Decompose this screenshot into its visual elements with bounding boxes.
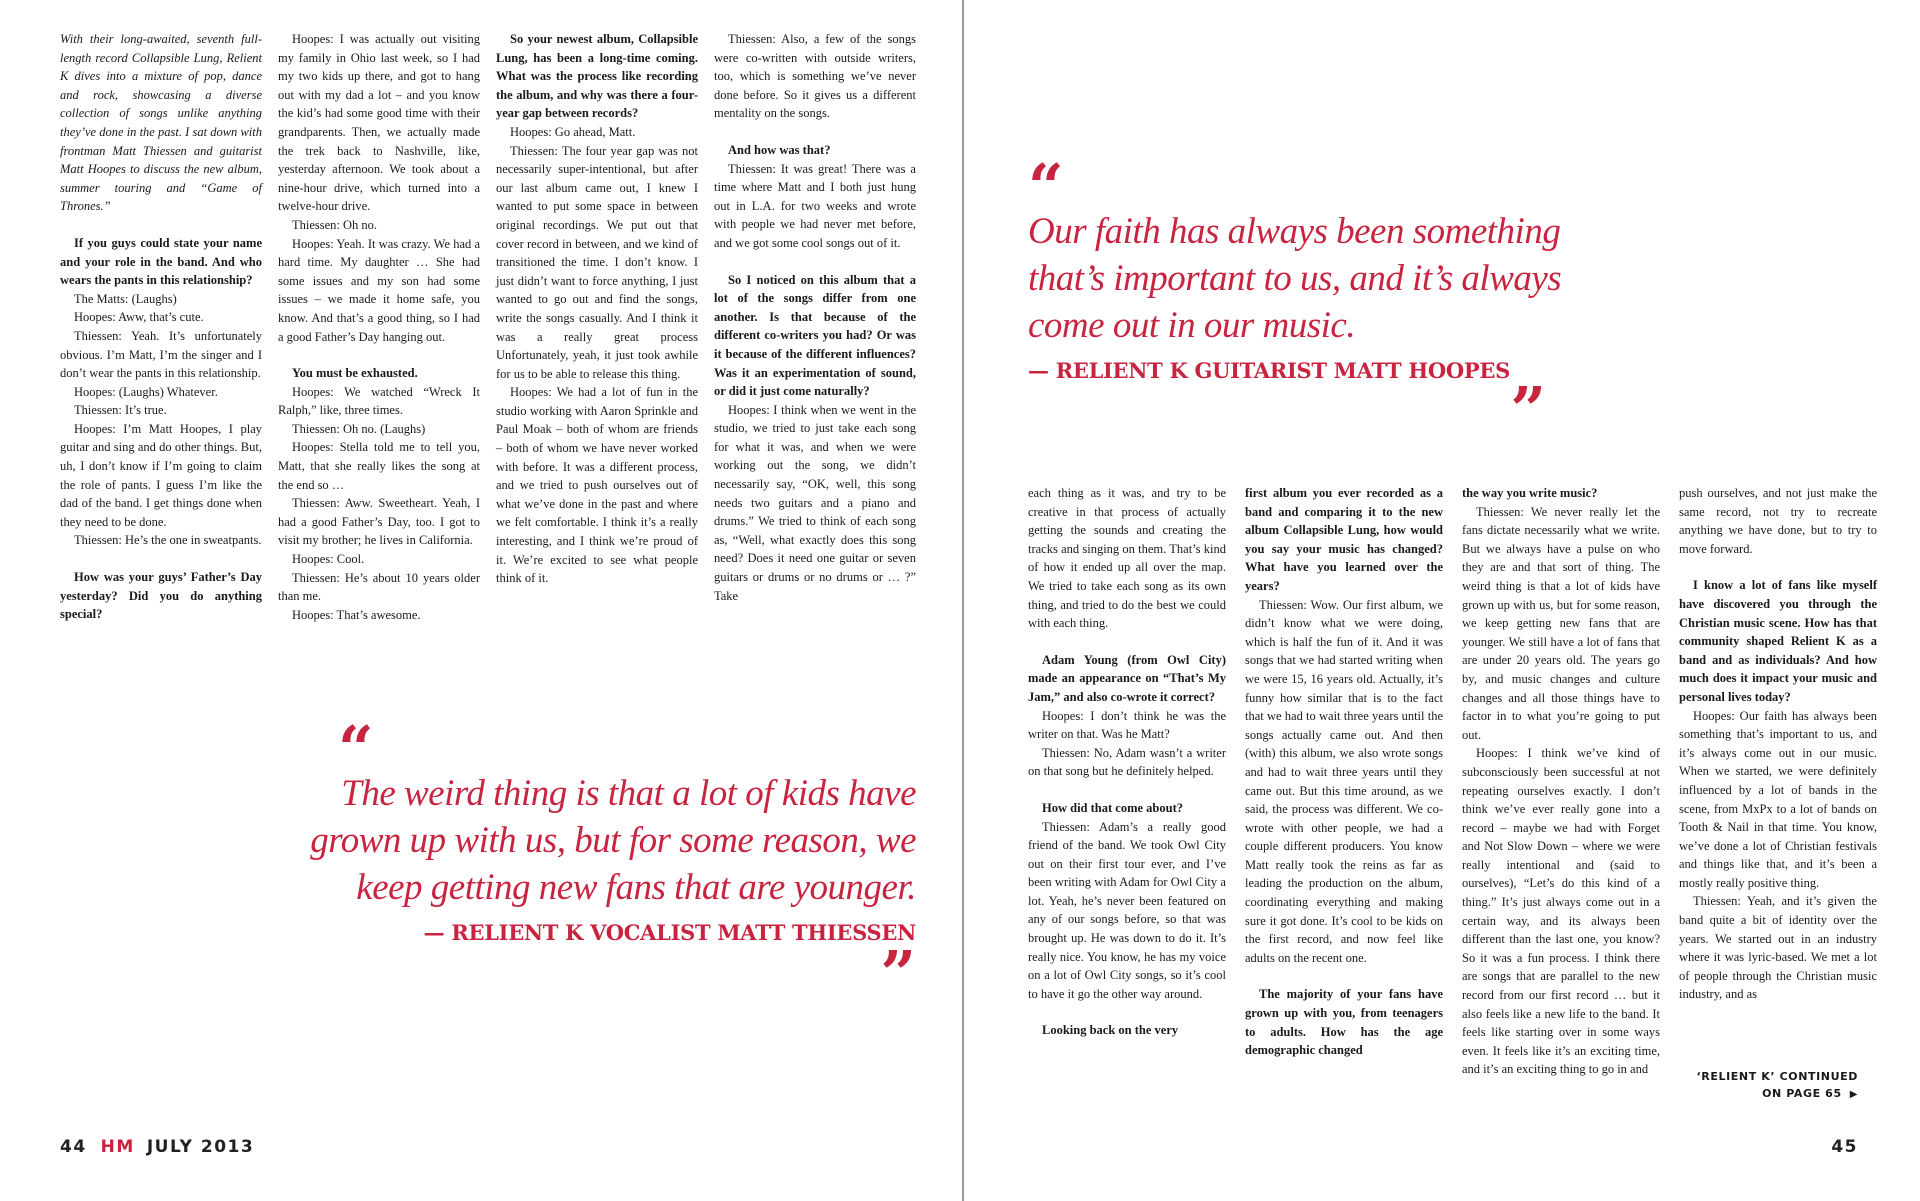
page-footer [60, 1137, 254, 1157]
pull-quote-attribution: — RELIENT K VOCALIST MATT THIESSEN [423, 920, 916, 945]
body-paragraph: Hoopes: I think when we went in the studio, we tried to just take each song for what it was, and when we were working out the song, we didn’t necessarily say, “OK, well, this song needs two guitars and a piano and drums.” We tried to think of each song as, “Well, what exactly does this song need? Does it need one guitar or seven guitars or drums or no drums or … ?” Take [714, 402, 916, 603]
pull-quote [280, 724, 916, 995]
page-number: 45 [1831, 1137, 1858, 1157]
interview-question: How was your guys’ Father’s Day yesterday? Did you do anything special? [60, 570, 262, 622]
body-paragraph: Thiessen: Wow. Our first album, we didn’t know what we were doing, which is half the fun of it. And it was songs that we had started writing when we were 15, 16 years old. Actually, it’s funny how similar that is to the fact that we had to wait three years until the songs actually came out. And then (with) this album, we also wrote songs and had to wait three years until they came out. But this time around, as we said, the process was different. We co-wrote with other people, we had a couple different producers. You know Matt really took the reins as far as leading the production on the album, coordinating everything and making sure it got done. It’s cool to be kids on the first record, and now feel like adults on the recent one. [1245, 597, 1443, 965]
body-paragraph: Hoopes: Aww, that’s cute. [74, 310, 204, 325]
interview-question: first album you ever recorded as a band and comparing it to the new album Collapsible Lung, how would you say your music has changed? What have you learned over the years? [1245, 486, 1443, 593]
open-quote-mark: “ [1028, 162, 1064, 208]
close-quote-mark: ” [880, 949, 916, 995]
article-intro: With their long-awaited, seventh full-length record Collapsible Lung, Relient K dives into a mixture of pop, dance and rock, showcasing a diverse collection of songs unlike anything they’ve done in the past. I sat down with frontman Matt Thiessen and guitarist Matt Hoopes to discuss the new album, summer touring and “Game of Thrones.” [60, 32, 262, 214]
body-paragraph: Thiessen: He’s the one in sweatpants. [74, 533, 262, 548]
close-quote-mark: ” [1510, 385, 1546, 431]
body-paragraph: Thiessen: It’s true. [74, 403, 167, 418]
article-column-4 [714, 30, 916, 605]
paragraph-spacer [60, 216, 262, 234]
body-paragraph: Thiessen: Yeah, and it’s given the band quite a bit of identity over the years. We started out in an industry where it was lyric-based. We met a lot of people through the Christian music industry, and as [1679, 894, 1877, 1002]
article-column-3 [496, 30, 698, 588]
body-paragraph: The Matts: (Laughs) [74, 291, 177, 306]
body-paragraph: push ourselves, and not just make the same record, not try to recreate anything we have done, but to try to move forward. [1679, 486, 1877, 556]
paragraph-spacer [714, 253, 916, 271]
body-paragraph: Thiessen: Aww. Sweetheart. Yeah, I had a good Father’s Day, too. I got to visit my brother; he lives in California. [278, 496, 480, 548]
body-paragraph: Hoopes: I was actually out visiting my family in Ohio last week, so I had my two kids up there, and got to hang out with my dad a lot – and you know the kid’s had some good time with their grandparents. Then, we actually made the trek back to Nashville, like, yesterday afternoon. We took about a nine-hour drive, which turned into a twelve-hour drive. [278, 32, 480, 214]
continued-notice [1697, 1068, 1858, 1103]
article-column-3 [1462, 484, 1660, 1079]
pull-quote-attribution: — RELIENT K GUITARIST MATT HOOPES [1028, 358, 1510, 383]
paragraph-spacer [278, 346, 480, 364]
body-paragraph: Hoopes: That’s awesome. [292, 607, 421, 622]
body-paragraph: Thiessen: Also, a few of the songs were co-written with outside writers, too, which is something we’ve never done before. So it gives us a different mentality on the songs. [714, 32, 916, 121]
body-paragraph: Hoopes: We watched “Wreck It Ralph,” like, three times. [278, 384, 480, 418]
body-paragraph: Hoopes: I don’t think he was the writer on that. Was he Matt? [1028, 708, 1226, 742]
magazine-logo: HM [100, 1137, 135, 1157]
interview-question: the way you write music? [1462, 486, 1598, 500]
article-column-2 [278, 30, 480, 624]
continued-line-1: ‘RELIENT K’ CONTINUED [1696, 1070, 1858, 1083]
body-paragraph: Hoopes: Cool. [292, 552, 365, 567]
body-paragraph: Hoopes: Stella told me to tell you, Matt, that she really likes the song at the end so … [278, 440, 480, 492]
body-paragraph: each thing as it was, and try to be creative in that process of actually getting the sounds and creating the tracks and singing on them. That’s kind of how it ended up all over the map. We tried to take each song as its own thing, and tried to do the best we could with each thing. [1028, 486, 1226, 631]
right-page [964, 0, 1920, 1201]
body-paragraph: Thiessen: Oh no. (Laughs) [292, 421, 426, 436]
continued-line-2: ON PAGE 65 [1762, 1087, 1842, 1100]
open-quote-mark: “ [338, 724, 374, 770]
paragraph-spacer [1028, 781, 1226, 799]
interview-question: You must be exhausted. [292, 366, 418, 381]
body-paragraph: Hoopes: I’m Matt Hoopes, I play guitar and sing and do other things. But, uh, I don’t know if I’m going to claim the role of pants. I guess I’m like the dad of the band. I get things done when they need to be done. [60, 421, 262, 529]
interview-question: Adam Young (from Owl City) made an appearance on “That’s My Jam,” and also co-wrote it correct? [1028, 652, 1226, 704]
paragraph-spacer [1679, 558, 1877, 576]
body-paragraph: Thiessen: Oh no. [292, 217, 378, 232]
interview-question: Looking back on the very [1042, 1023, 1179, 1038]
interview-question: So I noticed on this album that a lot of the songs differ from one another. Is that because of the different co-writers you had? Or was it because of the different influences? Was it an experimentation of sound, or did it just come naturally? [714, 272, 916, 399]
body-paragraph: Thiessen: Adam’s a really good friend of the band. We took Owl City out on their first tour ever, and I’ve been writing with Adam for Owl City a lot. Yeah, he’s never been featured on any of our songs before, so that was brought up. He was down to do it. It’s really nice. You know, he has my voice on a lot of Owl City songs, so it’s cool to have it go the other way around. [1028, 819, 1226, 1001]
page-footer [1831, 1137, 1858, 1157]
interview-question: If you guys could state your name and your role in the band. And who wears the pants in this relationship? [60, 235, 262, 288]
article-column-4 [1679, 484, 1877, 1004]
body-paragraph: Hoopes: Go ahead, Matt. [510, 124, 636, 139]
pull-quote-text: Our faith has always been something that’s important to us, and it’s always come out in our music. [1028, 211, 1562, 346]
article-column-1 [1028, 484, 1226, 1040]
body-paragraph: Thiessen: We never really let the fans dictate necessarily what we write. But we always have a pulse on who they are and that sort of thing. The weird thing is that a lot of kids have grown up with us, but for some reason, we keep getting new fans that are younger. We still have a lot of fans that are under 20 years old. The years go by, and music changes and culture changes and all those things have to factor in to what you’re going to put out. [1462, 504, 1660, 742]
issue-date: JULY 2013 [146, 1137, 255, 1157]
body-paragraph: Hoopes: We had a lot of fun in the studio working with Aaron Sprinkle and Paul Moak – both of whom are friends – both of whom we have never worked with before. It was a different process, and we tried to push ourselves out of what we’ve done in the past and where we felt comfortable. I think it’s a really interesting, and I think we’re proud of it. We’re excited to see what people think of it. [496, 385, 698, 586]
paragraph-spacer [60, 550, 262, 568]
interview-question: And how was that? [728, 142, 831, 157]
paragraph-spacer [1028, 633, 1226, 651]
body-paragraph: Thiessen: He’s about 10 years older than me. [278, 570, 480, 604]
interview-question: How did that come about? [1042, 800, 1183, 815]
paragraph-spacer [1245, 967, 1443, 985]
article-column-2 [1245, 484, 1443, 1060]
body-paragraph: Thiessen: Yeah. It’s unfortunately obvious. I’m Matt, I’m the singer and I don’t wear the pants in this relationship. [60, 328, 262, 381]
interview-question: I know a lot of fans like myself have discovered you through the Christian music scene. How has that community shaped Relient K as a band and as individuals? And how much does it impact your music and personal lives today? [1679, 578, 1877, 704]
paragraph-spacer [714, 123, 916, 141]
body-paragraph: Hoopes: (Laughs) Whatever. [74, 384, 218, 399]
body-paragraph: Hoopes: Our faith has always been something that’s important to us, and it’s always come out in our music. When we started, we were definitely influenced by a lot of bands in the scene, from MxPx to a lot of bands on Tooth & Nail in that time. You know, we’ve done a lot of Christian festivals and things like that, and it’s been a mostly really positive thing. [1679, 708, 1877, 890]
paragraph-spacer [1028, 1003, 1226, 1021]
interview-question: The majority of your fans have grown up with you, from teenagers to adults. How has the age demographic changed [1245, 987, 1443, 1058]
arrow-right-icon: ▶ [1849, 1089, 1858, 1100]
body-paragraph: Thiessen: It was great! There was a time where Matt and I both just hung out in L.A. for two weeks and wrote with people we had never met before, and we got some cool songs out of it. [714, 161, 916, 250]
pull-quote [1028, 162, 1608, 431]
pull-quote-text: The weird thing is that a lot of kids have grown up with us, but for some reason, we keep getting new fans that are younger. [310, 773, 916, 908]
body-paragraph: Hoopes: Yeah. It was crazy. We had a hard time. My daughter … She had some issues and my son had some issues – we made it home safe, you know. And that’s a good thing, so I had a good Father’s Day hanging out. [278, 236, 480, 344]
body-paragraph: Thiessen: The four year gap was not necessarily super-intentional, but after our last album came out, I knew I wanted to put some space in between original recordings. We put out that cover record in between, and we kind of transitioned the time. I don’t know. I just didn’t want to force anything, I just wanted to go out and find the songs, write the songs casually. And I think it was a really great process Unfortunately, yeah, it just took awhile for us to be able to release this thing. [496, 143, 698, 381]
page-number: 44 [60, 1137, 87, 1157]
body-paragraph: Hoopes: I think we’ve kind of subconsciously been successful at not repeating ourselves exactly. I don’t think we’ve ever really gone into a record – maybe we had with Forget and Not Slow Down – where we were really intentional and (said to ourselves), “Let’s do this kind of a thing.” It’s just always come out in a certain way, and its always been different than the last one, you know? So it was a fun process. I think there are songs that are parallel to the new record from our first record … but it also feels like a new life to the band. It feels like starting over in some ways even. It feels like it’s an exciting time, and it’s an exciting thing to go in and [1462, 746, 1660, 1077]
interview-question: So your newest album, Collapsible Lung, has been a long-time coming. What was the process like recording the album, and why was there a four-year gap between records? [496, 32, 698, 121]
body-paragraph: Thiessen: No, Adam wasn’t a writer on that song but he definitely helped. [1028, 745, 1226, 779]
article-column-1 [60, 30, 262, 624]
